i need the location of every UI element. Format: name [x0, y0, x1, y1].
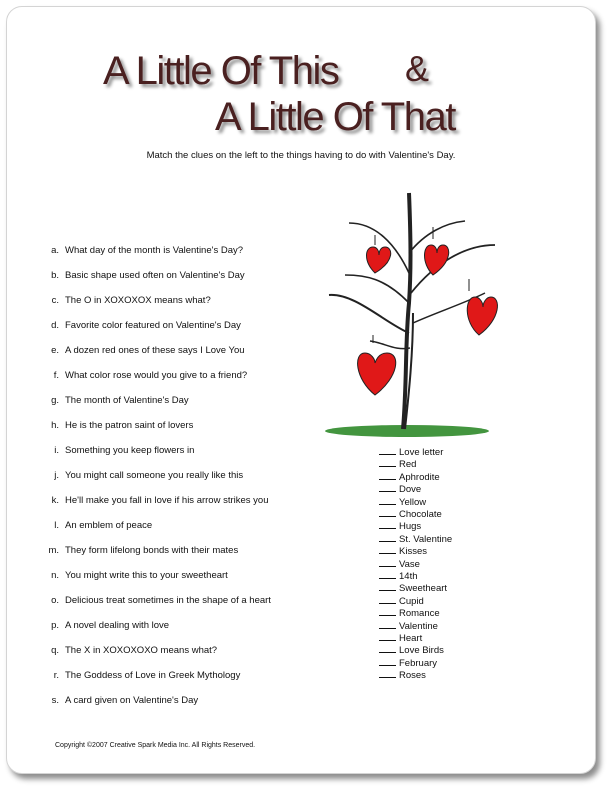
clue-letter: m. [48, 545, 59, 556]
answer-item[interactable] [379, 606, 440, 619]
clue-item [29, 320, 241, 331]
clue-text: You might write this to your sweetheart [65, 570, 228, 581]
answer-label: Romance [399, 608, 440, 620]
clue-letter: r. [53, 670, 59, 681]
answer-label: Hugs [399, 521, 422, 533]
answer-blank[interactable] [379, 631, 396, 641]
copyright-notice: Copyright ©2007 Creative Spark Media Inc. All Rights Reserved. [55, 742, 256, 749]
clue-text: A card given on Valentine's Day [65, 695, 199, 706]
answer-label: Dove [399, 484, 422, 496]
answer-item[interactable] [379, 594, 424, 607]
answer-blank[interactable] [379, 643, 396, 653]
clue-text: What day of the month is Valentine's Day? [65, 245, 244, 256]
instructions: Match the clues on the left to the things having to do with Valentine's Day. [146, 150, 456, 161]
answer-item[interactable] [379, 495, 426, 508]
clue-text: The Goddess of Love in Greek Mythology [65, 670, 241, 681]
answer-blank[interactable] [379, 619, 396, 629]
clue-item [29, 295, 211, 306]
answer-label: St. Valentine [399, 533, 453, 545]
clue-item [29, 670, 240, 681]
answer-item[interactable] [379, 470, 440, 483]
clue-letter: a. [51, 245, 59, 256]
clue-text: He is the patron saint of lovers [65, 420, 194, 431]
answer-item[interactable] [379, 532, 452, 545]
answer-blank[interactable] [379, 445, 396, 455]
clue-item [29, 695, 198, 706]
answer-item[interactable] [379, 507, 442, 520]
answer-blank[interactable] [379, 581, 396, 591]
answer-item[interactable] [379, 643, 444, 656]
answer-item[interactable] [379, 656, 437, 669]
clue-letter: o. [51, 595, 59, 606]
answer-blank[interactable] [379, 532, 396, 542]
answer-blank[interactable] [379, 606, 396, 616]
answer-blank[interactable] [379, 507, 396, 517]
clue-text: The O in XOXOXOX means what? [65, 295, 211, 306]
worksheet-page [6, 6, 596, 774]
clue-letter: q. [51, 645, 59, 656]
answer-label: Love letter [399, 447, 444, 458]
clue-letter: b. [51, 270, 59, 281]
answer-item[interactable] [379, 544, 427, 557]
answer-item[interactable] [379, 631, 422, 644]
answer-blank[interactable] [379, 519, 396, 529]
answer-item[interactable] [379, 482, 421, 495]
clue-text: A novel dealing with love [65, 620, 170, 631]
answer-blank[interactable] [379, 544, 396, 554]
clue-item [29, 595, 271, 606]
answer-item[interactable] [379, 569, 418, 582]
answer-item[interactable] [379, 668, 426, 681]
clue-letter: p. [51, 620, 59, 631]
answer-label: Roses [399, 670, 426, 682]
answer-blank[interactable] [379, 482, 396, 492]
answer-item[interactable] [379, 619, 438, 632]
answer-blank[interactable] [379, 656, 396, 666]
clue-text: Something you keep flowers in [65, 445, 195, 456]
answer-blank[interactable] [379, 668, 396, 678]
title-line-1: A Little Of This [103, 49, 339, 93]
answer-item[interactable] [379, 457, 416, 470]
clue-item [29, 345, 245, 356]
answer-label: February [399, 657, 438, 669]
answer-blank[interactable] [379, 495, 396, 505]
answer-label: Heart [399, 633, 423, 644]
answer-item[interactable] [379, 445, 443, 458]
clue-letter: l. [54, 520, 59, 531]
answer-blank[interactable] [379, 457, 396, 467]
answer-label: Sweetheart [399, 583, 448, 595]
answer-item[interactable] [379, 519, 421, 532]
answer-label: Valentine [399, 620, 438, 632]
answer-label: Cupid [399, 595, 424, 607]
clue-text: He'll make you fall in love if his arrow strikes you [65, 495, 269, 506]
title-ampersand: & [405, 48, 430, 89]
answer-label: Chocolate [399, 509, 442, 520]
answer-label: Red [399, 459, 417, 471]
clue-item [29, 420, 193, 431]
clue-item [29, 620, 169, 631]
answer-item[interactable] [379, 557, 420, 570]
clue-letter: g. [51, 395, 59, 406]
clue-item [29, 395, 189, 406]
clue-item [29, 270, 245, 281]
clue-item [29, 645, 217, 656]
clue-item [29, 370, 247, 381]
clue-letter: d. [51, 320, 59, 331]
clue-text: The month of Valentine's Day [65, 395, 189, 406]
tree-with-hearts-icon [315, 183, 507, 439]
clue-letter: s. [51, 695, 59, 706]
clue-letter: f. [53, 370, 59, 381]
clue-item [29, 520, 152, 531]
answer-item[interactable] [379, 581, 447, 594]
clue-letter: i. [54, 445, 59, 456]
answer-blank[interactable] [379, 594, 396, 604]
clue-text: Favorite color featured on Valentine's Day [65, 320, 241, 331]
clue-text: The X in XOXOXOXO means what? [65, 645, 218, 656]
clue-text: Basic shape used often on Valentine's Day [65, 270, 245, 281]
clue-letter: k. [51, 495, 59, 506]
answer-blank[interactable] [379, 470, 396, 480]
clue-letter: e. [51, 345, 59, 356]
answer-label: Vase [399, 558, 420, 570]
clue-letter: j. [54, 470, 59, 481]
clue-item [29, 545, 238, 556]
answer-label: Yellow [399, 496, 427, 508]
clue-text: You might call someone you really like this [65, 470, 244, 481]
clue-item [29, 495, 269, 506]
clue-letter: n. [51, 570, 59, 581]
answer-label: Love Birds [399, 645, 444, 657]
clue-text: Delicious treat sometimes in the shape of a heart [65, 595, 271, 606]
clue-text: An emblem of peace [65, 520, 153, 531]
answer-blank[interactable] [379, 569, 396, 579]
clue-item [29, 245, 243, 256]
clue-item [29, 445, 194, 456]
answer-label: Aphrodite [399, 471, 440, 483]
answer-label: Kisses [399, 546, 427, 558]
clue-text: What color rose would you give to a friend? [65, 370, 248, 381]
clue-item [29, 470, 243, 481]
clue-letter: h. [51, 420, 59, 431]
clue-letter: c. [51, 295, 59, 306]
clue-text: A dozen red ones of these says I Love You [65, 345, 245, 356]
answer-blank[interactable] [379, 557, 396, 567]
answer-label: 14th [399, 571, 418, 582]
clue-item [29, 570, 228, 581]
clue-text: They form lifelong bonds with their mates [65, 545, 239, 556]
title-line-2: A Little Of That [215, 95, 455, 139]
